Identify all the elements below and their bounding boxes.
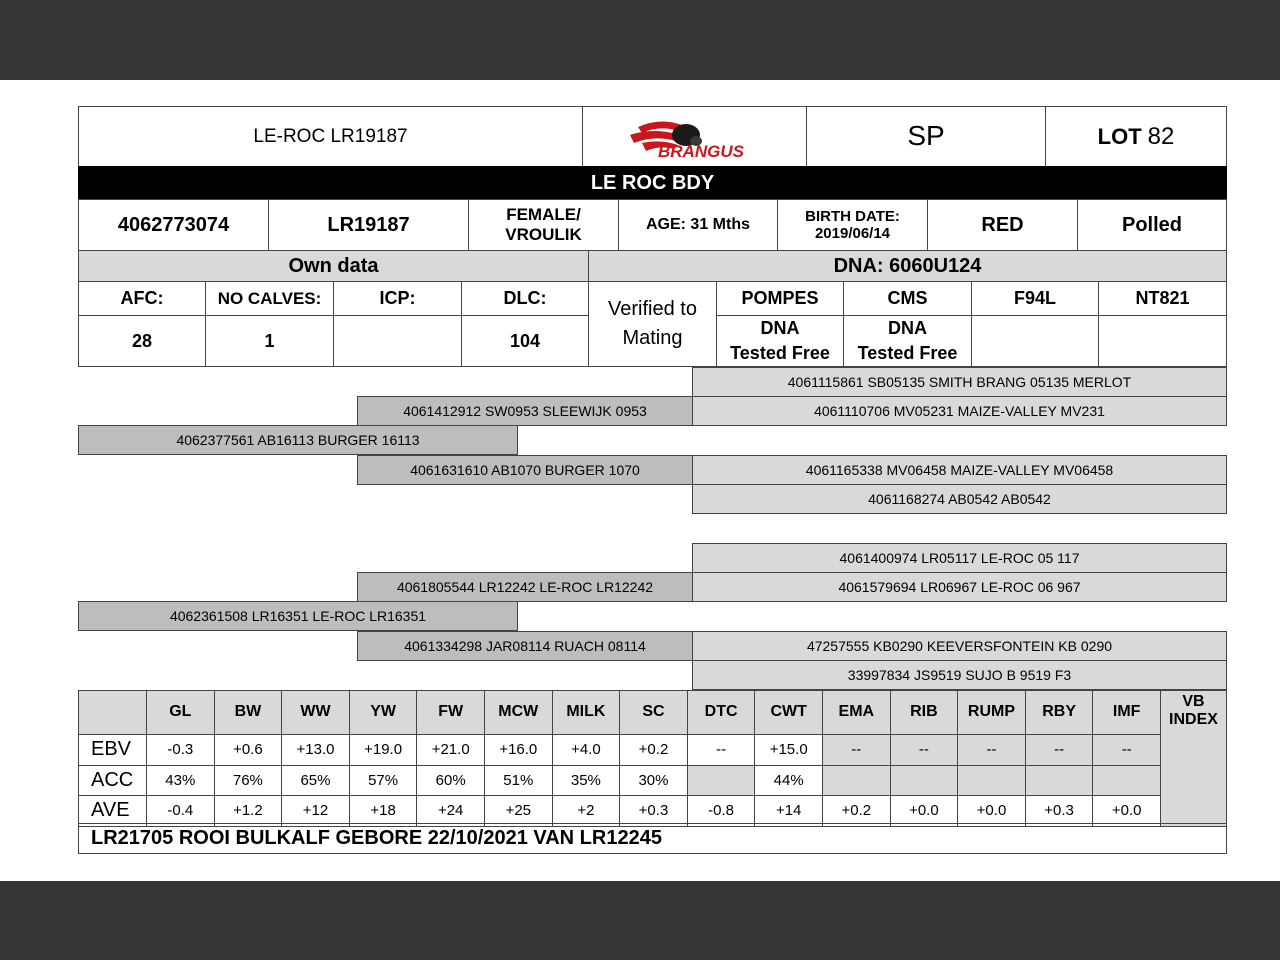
- animal-code: LE-ROC LR19187: [78, 106, 583, 167]
- verified-to-mating: Verified to Mating: [588, 281, 717, 367]
- footer-note: LR21705 ROOI BULKALF GEBORE 22/10/2021 VAN LR12245: [78, 823, 1227, 854]
- afc-header: AFC:: [78, 281, 206, 316]
- pedigree-dds: 47257555 KB0290 KEEVERSFONTEIN KB 0290: [692, 631, 1227, 661]
- ebv-value-cell: +12: [281, 795, 350, 827]
- animal-name-bar: LE ROC BDY: [78, 166, 1227, 200]
- ebv-value-cell: +1.2: [214, 795, 283, 827]
- ebv-value-cell: --: [1092, 734, 1161, 766]
- ebv-value-cell: +0.2: [822, 795, 891, 827]
- ebv-value-cell: +0.3: [619, 795, 688, 827]
- svg-text:BRANGUS: BRANGUS: [657, 141, 744, 161]
- pedigree-dam: 4062361508 LR16351 LE-ROC LR16351: [78, 601, 518, 631]
- ebv-value-cell: +2: [552, 795, 621, 827]
- f94l-header: F94L: [971, 281, 1099, 316]
- ebv-value-cell: +0.0: [957, 795, 1026, 827]
- cms-value: DNA Tested Free: [843, 315, 972, 367]
- ebv-value-cell: +15.0: [754, 734, 823, 766]
- pedigree-sdd: 4061168274 AB0542 AB0542: [692, 484, 1227, 514]
- ebv-value-cell: -0.4: [146, 795, 215, 827]
- ebv-row-label: AVE: [78, 795, 147, 827]
- ebv-col-header: WW: [281, 690, 350, 735]
- icp-header: ICP:: [333, 281, 462, 316]
- animal-id: LR19187: [268, 199, 469, 251]
- ebv-value-cell: --: [822, 734, 891, 766]
- ebv-value-cell: [890, 765, 959, 797]
- ebv-value-cell: 76%: [214, 765, 283, 797]
- ebv-col-header: MCW: [484, 690, 553, 735]
- nt821-header: NT821: [1098, 281, 1227, 316]
- ebv-value-cell: --: [1025, 734, 1094, 766]
- registration-number: 4062773074: [78, 199, 269, 251]
- pompes-header: POMPES: [716, 281, 844, 316]
- age: AGE: 31 Mths: [618, 199, 778, 251]
- ebv-value-cell: 51%: [484, 765, 553, 797]
- top-dark-band: [0, 0, 1280, 80]
- ebv-value-cell: +25: [484, 795, 553, 827]
- ebv-value-cell: 57%: [349, 765, 418, 797]
- ebv-value-cell: +16.0: [484, 734, 553, 766]
- pedigree-dsd: 4061579694 LR06967 LE-ROC 06 967: [692, 572, 1227, 602]
- ebv-value-cell: +4.0: [552, 734, 621, 766]
- f94l-value: [971, 315, 1099, 367]
- own-data-title: Own data: [78, 250, 589, 282]
- pedigree-sire-dam: 4061631610 AB1070 BURGER 1070: [357, 455, 693, 485]
- ebv-value-cell: [687, 765, 756, 797]
- ebv-value-cell: +0.3: [1025, 795, 1094, 827]
- ebv-value-cell: +19.0: [349, 734, 418, 766]
- type-code: SP: [806, 106, 1046, 167]
- ebv-value-cell: [957, 765, 1026, 797]
- ebv-value-cell: [1025, 765, 1094, 797]
- pedigree-dam-dam: 4061334298 JAR08114 RUACH 08114: [357, 631, 693, 661]
- ebv-value-cell: +13.0: [281, 734, 350, 766]
- lot-number: 82: [1147, 122, 1175, 150]
- ebv-value-cell: +18: [349, 795, 418, 827]
- ebv-value-cell: +24: [416, 795, 485, 827]
- dlc-value: 104: [461, 315, 589, 367]
- ebv-col-header: EMA: [822, 690, 891, 735]
- pedigree-dss: 4061400974 LR05117 LE-ROC 05 117: [692, 543, 1227, 573]
- ebv-value-cell: [822, 765, 891, 797]
- no-calves-value: 1: [205, 315, 334, 367]
- ebv-value-cell: -0.8: [687, 795, 756, 827]
- ebv-corner-cell: [78, 690, 147, 735]
- pedigree-ddd: 33997834 JS9519 SUJO B 9519 F3: [692, 660, 1227, 690]
- no-calves-header: NO CALVES:: [205, 281, 334, 316]
- ebv-value-cell: [1092, 765, 1161, 797]
- ebv-col-header: IMF: [1092, 690, 1161, 735]
- ebv-col-header: FW: [416, 690, 485, 735]
- pedigree-ssd: 4061110706 MV05231 MAIZE-VALLEY MV231: [692, 396, 1227, 426]
- icp-value: [333, 315, 462, 367]
- ebv-value-cell: -0.3: [146, 734, 215, 766]
- ebv-col-header: RBY: [1025, 690, 1094, 735]
- ebv-row-label: ACC: [78, 765, 147, 797]
- ebv-value-cell: +0.2: [619, 734, 688, 766]
- ebv-value-cell: --: [890, 734, 959, 766]
- vb-index-cell: VB INDEX: [1160, 690, 1227, 827]
- birth-date: BIRTH DATE: 2019/06/14: [777, 199, 928, 251]
- ebv-value-cell: 44%: [754, 765, 823, 797]
- ebv-col-header: CWT: [754, 690, 823, 735]
- ebv-value-cell: +14: [754, 795, 823, 827]
- ebv-col-header: YW: [349, 690, 418, 735]
- brangus-logo: [582, 106, 807, 167]
- sex: FEMALE/ VROULIK: [468, 199, 619, 251]
- pedigree-sds: 4061165338 MV06458 MAIZE-VALLEY MV06458: [692, 455, 1227, 485]
- horn-status: Polled: [1077, 199, 1227, 251]
- ebv-row-label: EBV: [78, 734, 147, 766]
- ebv-col-header: GL: [146, 690, 215, 735]
- pompes-value: DNA Tested Free: [716, 315, 844, 367]
- color: RED: [927, 199, 1078, 251]
- dlc-header: DLC:: [461, 281, 589, 316]
- lot-label: LOT: [1097, 123, 1142, 149]
- cms-header: CMS: [843, 281, 972, 316]
- ebv-value-cell: 30%: [619, 765, 688, 797]
- ebv-value-cell: 43%: [146, 765, 215, 797]
- pedigree-dam-sire: 4061805544 LR12242 LE-ROC LR12242: [357, 572, 693, 602]
- ebv-value-cell: +0.0: [890, 795, 959, 827]
- ebv-value-cell: 65%: [281, 765, 350, 797]
- ebv-col-header: SC: [619, 690, 688, 735]
- ebv-col-header: RIB: [890, 690, 959, 735]
- pedigree-sire-sire: 4061412912 SW0953 SLEEWIJK 0953: [357, 396, 693, 426]
- ebv-col-header: BW: [214, 690, 283, 735]
- ebv-value-cell: --: [687, 734, 756, 766]
- lot-box: [1045, 106, 1227, 167]
- nt821-value: [1098, 315, 1227, 367]
- afc-value: 28: [78, 315, 206, 367]
- ebv-value-cell: --: [957, 734, 1026, 766]
- ebv-value-cell: +0.6: [214, 734, 283, 766]
- ebv-col-header: MILK: [552, 690, 621, 735]
- ebv-col-header: RUMP: [957, 690, 1026, 735]
- ebv-value-cell: +21.0: [416, 734, 485, 766]
- ebv-value-cell: 60%: [416, 765, 485, 797]
- ebv-col-header: DTC: [687, 690, 756, 735]
- bottom-dark-band: [0, 881, 1280, 960]
- ebv-value-cell: 35%: [552, 765, 621, 797]
- pedigree-sire: 4062377561 AB16113 BURGER 16113: [78, 425, 518, 455]
- pedigree-sss: 4061115861 SB05135 SMITH BRANG 05135 MERLOT: [692, 367, 1227, 397]
- dna-title: DNA: 6060U124: [588, 250, 1227, 282]
- ebv-value-cell: +0.0: [1092, 795, 1161, 827]
